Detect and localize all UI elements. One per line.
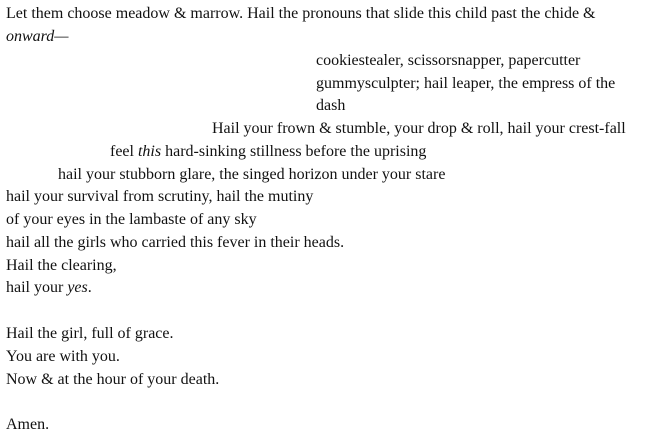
poem-line-15: You are with you.: [6, 348, 120, 365]
poem-line-8: hail your stubborn glare, the singed horizon under your stare: [58, 166, 446, 183]
poem-line-10: of your eyes in the lambaste of any sky: [6, 211, 257, 228]
poem-line-2: [6, 27, 69, 47]
poem-line-1: Let them choose meadow & marrow. Hail the pronouns that slide this child past the chide &: [6, 5, 596, 22]
poem-line-5: dash: [316, 97, 346, 114]
poem-line-9: hail your survival from scrutiny, hail the mutiny: [6, 188, 314, 205]
poem-line-12: Hail the clearing,: [6, 257, 117, 274]
poem-line-13-post: .: [87, 279, 92, 296]
poem-line-13-italic: yes: [67, 279, 88, 296]
poem-line-13: [6, 278, 92, 298]
poem-line-7-post: hard-sinking stillness before the uprising: [161, 143, 427, 160]
poem-line-6: Hail your frown & stumble, your drop & roll, hail your crest-fall: [212, 120, 626, 137]
poem-line-11: hail all the girls who carried this fever in their heads.: [6, 234, 345, 251]
poem-line-7-pre: feel: [110, 143, 138, 160]
poem-line-3: cookiestealer, scissorsnapper, papercutter: [316, 52, 581, 69]
poem-line-4: gummysculpter; hail leaper, the empress of the: [316, 75, 616, 92]
poem-line-7: [110, 142, 426, 162]
poem-line-16: Now & at the hour of your death.: [6, 371, 220, 388]
poem-line-7-italic: this: [137, 143, 162, 160]
poem-line-17: Amen.: [6, 416, 50, 433]
poem-line-2-italic: onward—: [6, 28, 69, 45]
poem-line-14: Hail the girl, full of grace.: [6, 325, 174, 342]
poem-line-13-pre: hail your: [6, 279, 68, 296]
